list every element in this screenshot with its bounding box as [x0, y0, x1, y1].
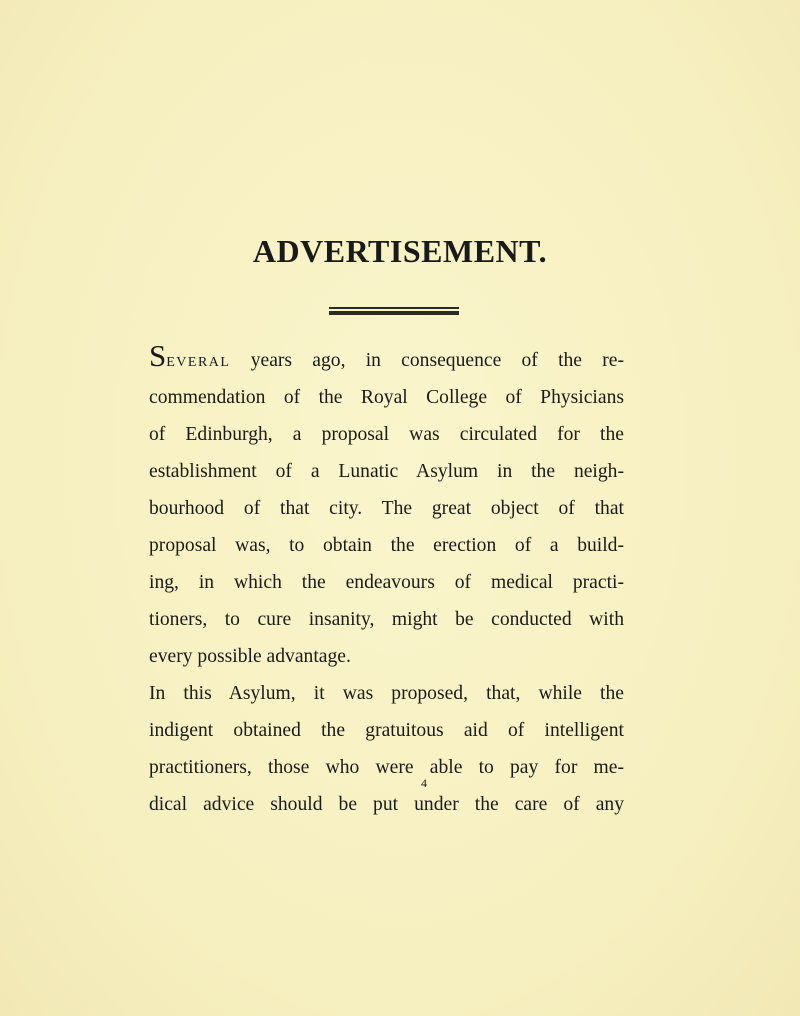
text-line: dical advice should be put under the care of any	[149, 794, 624, 815]
text-line: proposal was, to obtain the erection of a build-	[149, 535, 624, 556]
first-word-small-caps: everal	[166, 350, 231, 371]
text-line: In this Asylum, it was proposed, that, while the	[149, 683, 624, 704]
line-text: years ago, in consequence of the re-	[230, 350, 624, 371]
drop-cap: S	[149, 338, 167, 373]
text-line: commendation of the Royal College of Physicians	[149, 387, 624, 408]
text-line: tioners, to cure insanity, might be conducted with	[149, 609, 624, 630]
title-rule-thick	[329, 311, 459, 315]
page-number: 4	[421, 776, 427, 790]
title-rule-thin	[329, 307, 459, 309]
text-line: every possible advantage.	[149, 646, 351, 667]
text-line: establishment of a Lunatic Asylum in the neigh-	[149, 461, 624, 482]
text-line: bourhood of that city. The great object of that	[149, 498, 624, 519]
text-line: of Edinburgh, a proposal was circulated for the	[149, 424, 624, 445]
text-line: practitioners, those who were able to pay for me-	[149, 757, 624, 778]
text-line	[149, 338, 624, 379]
page-title: ADVERTISEMENT.	[252, 233, 548, 269]
text-line: indigent obtained the gratuitous aid of intelligent	[149, 720, 624, 741]
body-text	[149, 338, 624, 823]
text-line: ing, in which the endeavours of medical practi-	[149, 572, 624, 593]
